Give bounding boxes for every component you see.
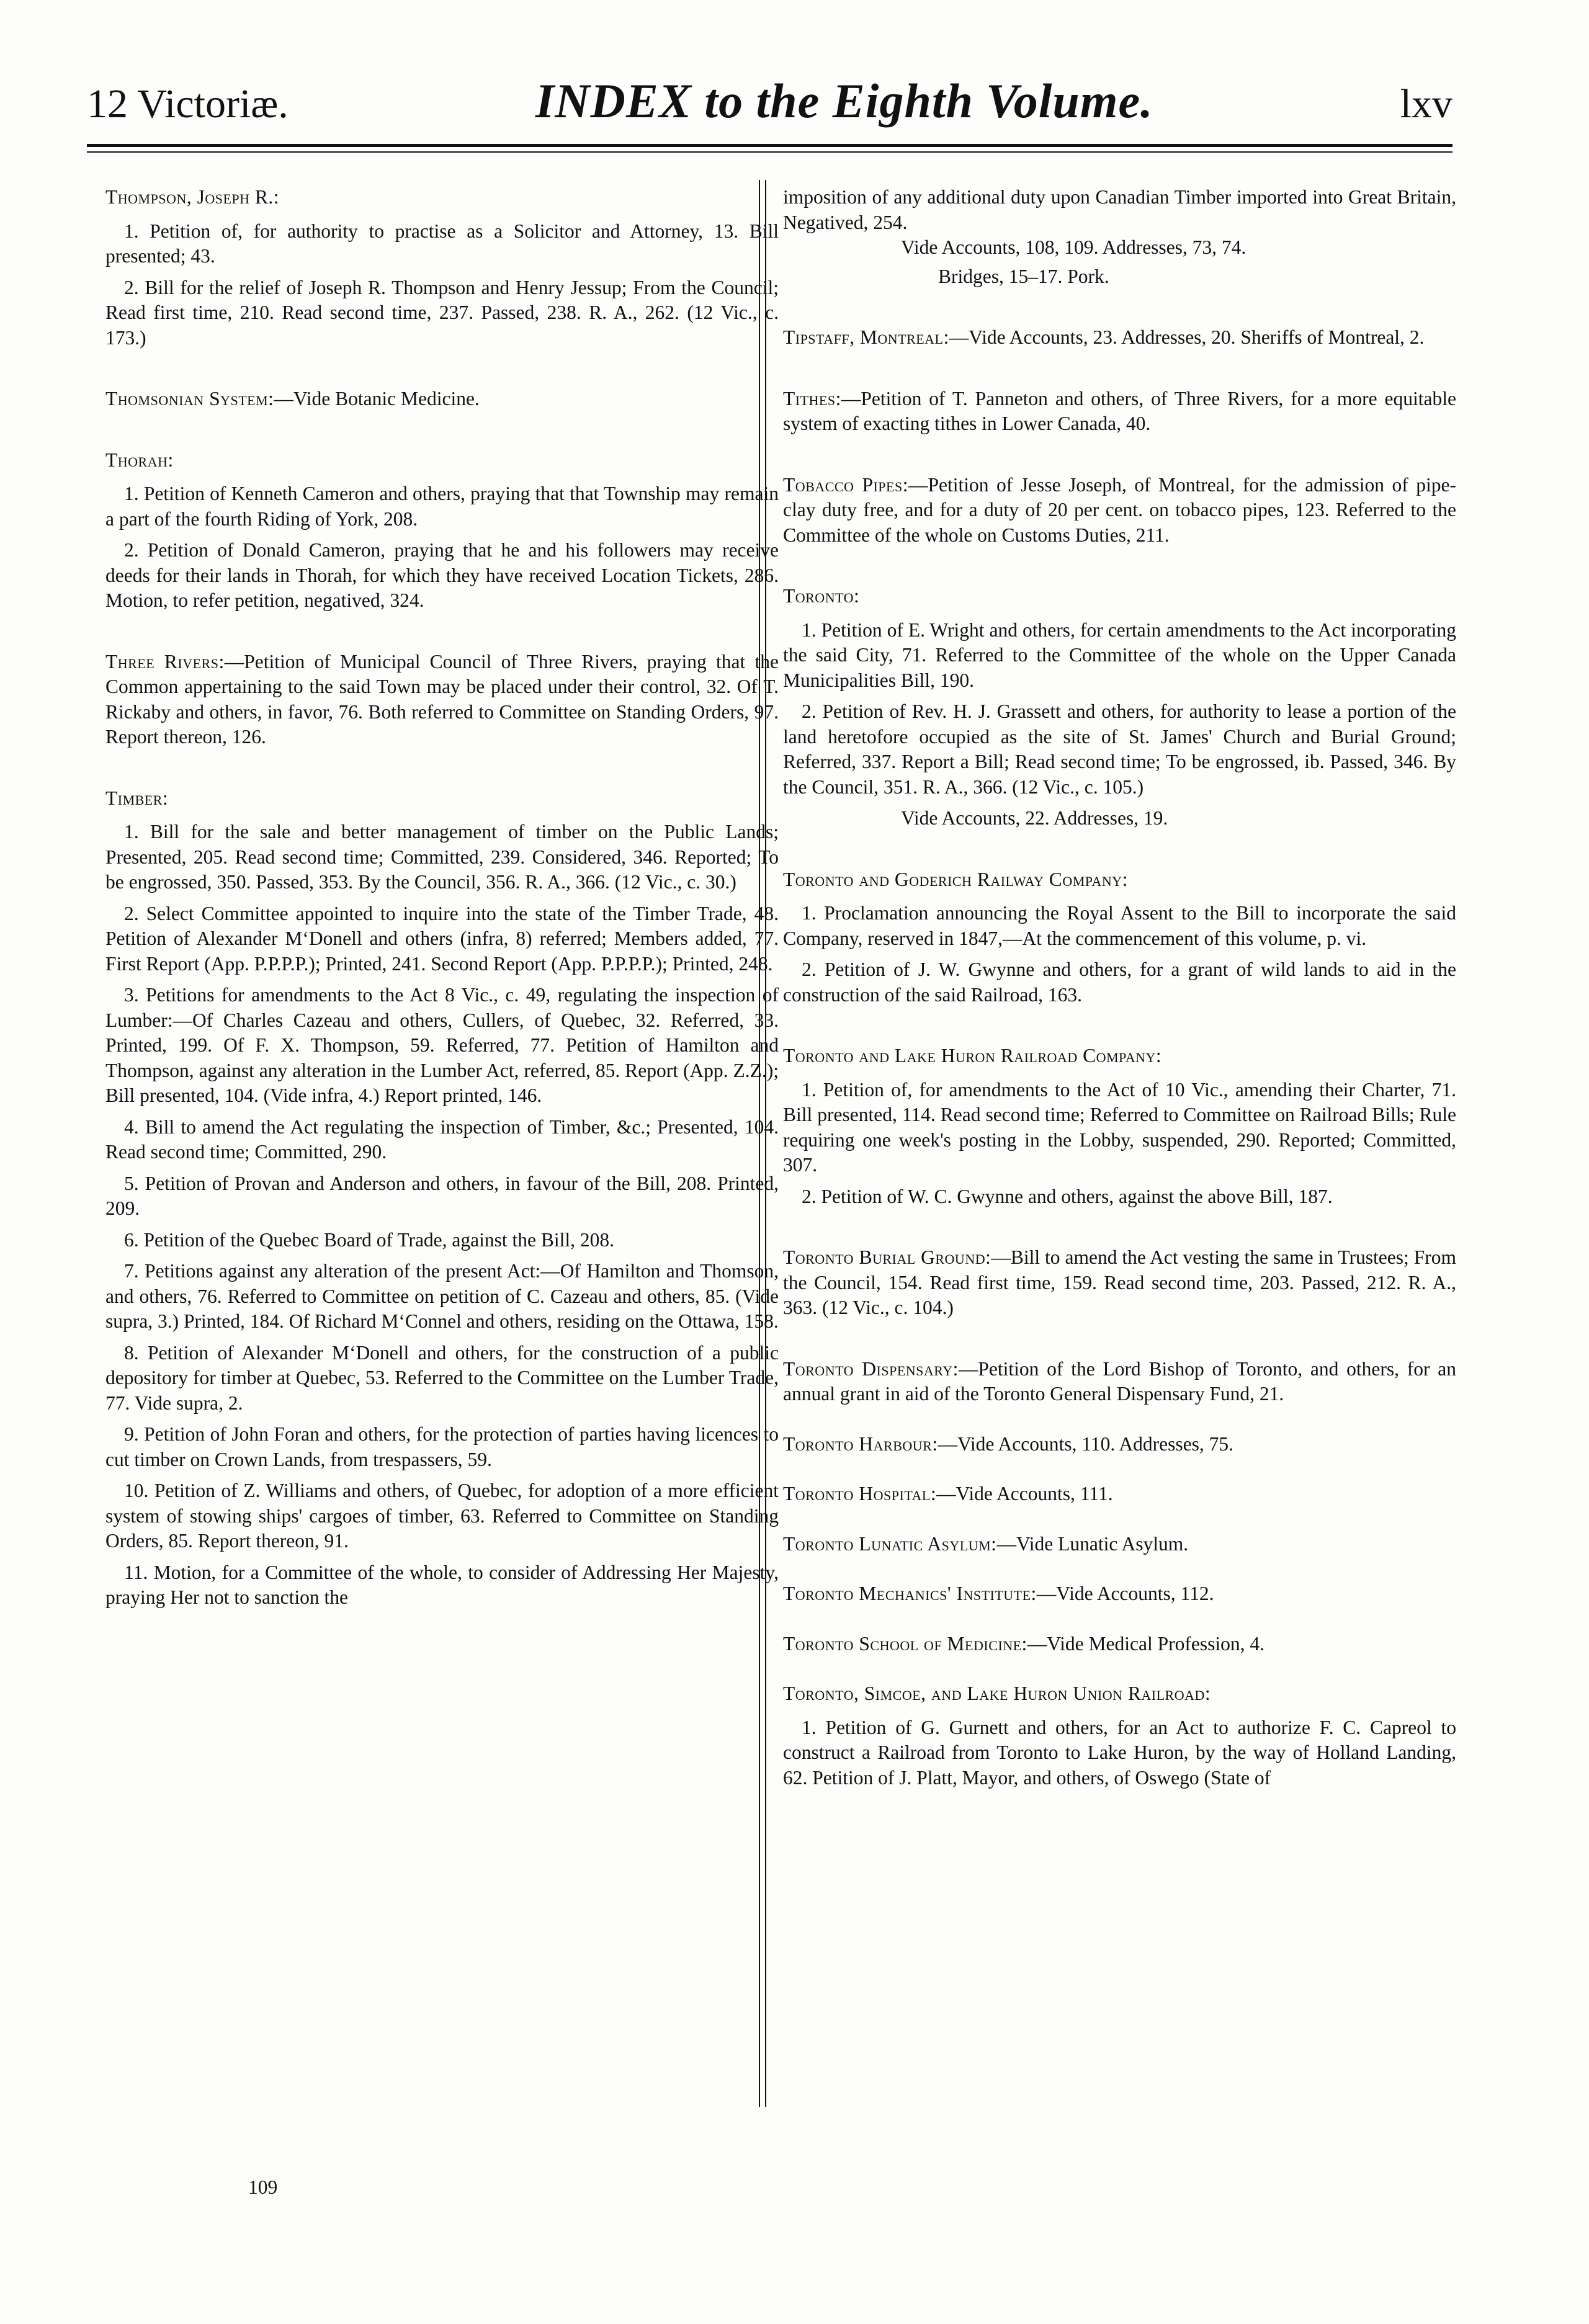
entry-toronto-goderich (783, 867, 1456, 1008)
entry-item: 11. Motion, for a Committee of the whole, to consider of Addressing Her Majesty, praying Her not to sanction the (105, 1561, 779, 1608)
entry-toronto-lunatic-asylum (783, 1532, 1456, 1557)
left-column (105, 185, 779, 1647)
entry-heading: Toronto Hospital: (783, 1483, 937, 1504)
entry-text: —Vide Botanic Medicine. (274, 388, 480, 409)
entry-item: 10. Petition of Z. Williams and others, of Quebec, for adoption of a more efficient system of stowing ships' cargoes of timber, 63. Referred to Committee on Standing Orders, 85. Report thereon, 91. (105, 1480, 779, 1552)
entry-item: 7. Petitions against any alteration of the present Act:—Of Hamilton and Thomson, and others, 76. Referred to Committee on petition of C. Cazeau and others, 85. (Vide supra, 3.) Printed, 184. Of Richard M‘Connel and others, residing on the Ottawa, 158. (105, 1260, 779, 1332)
entry-thorah (105, 448, 779, 614)
entry-heading: Toronto and Lake Huron Railroad Company: (783, 1045, 1162, 1066)
entry-item: 1. Petition of, for authority to practise as a Solicitor and Attorney, 13. Bill presented; 43. (105, 220, 779, 267)
entry-text: —Petition of Municipal Council of Three Rivers, praying that the Common appertaining to the said Town may be placed under their control, 32. Of T. Rickaby and others, in favor, 76. Both referred to Committee on Standing Orders, 97. Report thereon, 126. (105, 650, 779, 748)
header-title: INDEX to the Eighth Volume. (535, 74, 1153, 128)
entry-item: 6. Petition of the Quebec Board of Trade, against the Bill, 208. (124, 1228, 615, 1251)
entry-toronto-mechanics-institute (783, 1581, 1456, 1607)
entry-text: —Vide Lunatic Asylum. (996, 1532, 1189, 1555)
entry-item: 8. Petition of Alexander M‘Donell and others, for the construction of a public depository for timber at Quebec, 53. Referred to the Committee on the Lumber Trade, 77. Vide supra, 2. (105, 1341, 779, 1414)
entry-heading: Toronto Harbour: (783, 1432, 938, 1455)
entry-text: —Bill to amend the Act vesting the same in Trustees; From the Council, 154. Read first time, 159. Read second time, 203. Passed, 212. R. A., 363. (12 Vic., c. 104.) (783, 1246, 1456, 1318)
entry-timber-continued (783, 185, 1456, 289)
entry-heading: Tobacco Pipes: (783, 473, 908, 496)
entry-item: 2. Petition of J. W. Gwynne and others, for a grant of wild lands to aid in the construction of the said Railroad, 163. (783, 959, 1456, 1006)
entry-vide: Vide Accounts, 108, 109. Addresses, 73, 74. (901, 236, 1247, 258)
entry-item: 5. Petition of Provan and Anderson and others, in favour of the Bill, 208. Printed, 209. (105, 1172, 779, 1219)
entry-item: 1. Proclamation announcing the Royal Assent to the Bill to incorporate the said Company, reserved in 1847,—At the commencement of this volume, p. vi. (783, 902, 1456, 949)
header-rule-thick (87, 144, 1452, 147)
entry-item: 2. Petition of W. C. Gwynne and others, against the above Bill, 187. (802, 1185, 1333, 1207)
entry-toronto-burial-ground (783, 1245, 1456, 1321)
entry-toronto-harbour (783, 1432, 1456, 1457)
entry-toronto-simcoe-lake-huron (783, 1681, 1456, 1790)
entry-tithes (783, 387, 1456, 437)
entry-three-rivers (105, 650, 779, 750)
entry-tobacco-pipes (783, 473, 1456, 548)
header-page-number: lxv (1400, 81, 1452, 127)
entry-thompson (105, 185, 779, 351)
entry-text: imposition of any additional duty upon Canadian Timber imported into Great Britain, Negatived, 254. (783, 186, 1456, 233)
entry-toronto-school-of-medicine (783, 1632, 1456, 1657)
entry-heading: Toronto: (783, 585, 860, 607)
entry-heading: Toronto Dispensary: (783, 1357, 959, 1380)
entry-vide: Bridges, 15–17. Pork. (938, 265, 1109, 287)
entry-tipstaff (783, 325, 1456, 351)
entry-heading: Three Rivers: (105, 650, 225, 673)
entry-item: 2. Select Committee appointed to inquire into the state of the Timber Trade, 48. Petition of Alexander M‘Donell and others (infra, 8) referred; Members added, 77. First Report (App. P.P.P.P.); Printed, 241. Second Report (App. P.P.P.P.); Printed, 248. (105, 902, 779, 975)
entry-text: —Vide Accounts, 110. Addresses, 75. (938, 1432, 1233, 1455)
entry-heading: Timber: (105, 787, 169, 809)
entry-vide: Vide Accounts, 22. Addresses, 19. (901, 807, 1168, 829)
entry-heading: Thorah: (105, 449, 174, 471)
entry-text: —Vide Accounts, 23. Addresses, 20. Sheriffs of Montreal, 2. (949, 326, 1425, 348)
entry-heading: Toronto School of Medicine: (783, 1632, 1027, 1655)
entry-heading: Toronto Burial Ground: (783, 1246, 991, 1268)
entry-text: —Petition of Jesse Joseph, of Montreal, for the admission of pipe-clay duty free, and for a duty of 20 per cent. on tobacco pipes, 123. Referred to the Committee of the whole on Customs Duties, 211. (783, 473, 1456, 546)
entry-item: 4. Bill to amend the Act regulating the inspection of Timber, &c.; Presented, 104. Read second time; Committed, 290. (105, 1115, 779, 1163)
entry-text: —Petition of the Lord Bishop of Toronto, and others, for an annual grant in aid of the Toronto General Dispensary Fund, 21. (783, 1357, 1457, 1405)
right-column (783, 185, 1456, 1826)
entry-text: —Petition of T. Panneton and others, of Three Rivers, for a more equitable system of exacting tithes in Lower Canada, 40. (783, 387, 1456, 434)
entry-item: 1. Petition of, for amendments to the Act of 10 Vic., amending their Charter, 71. Bill presented, 114. Read second time; Referred to Committee on Railroad Bills; Rule requiring one week's posting in the Lobby, suspended, 290. Reported; Committed, 307. (783, 1078, 1456, 1176)
entry-heading: Thomsonian System: (105, 388, 274, 409)
entry-item: 2. Petition of Donald Cameron, praying that he and his followers may receive deeds for their lands in Thorah, for which they have received Location Tickets, 286. Motion, to refer petition, negatived, 324. (105, 539, 779, 611)
header-left: 12 Victoriæ. (87, 81, 289, 127)
entry-toronto-dispensary (783, 1357, 1456, 1407)
page-header (87, 73, 1452, 148)
entry-heading: Tithes: (783, 387, 841, 409)
entry-toronto-hospital (783, 1482, 1456, 1507)
entry-item: 2. Bill for the relief of Joseph R. Thompson and Henry Jessup; From the Council; Read first time, 210. Read second time, 237. Passed, 238. R. A., 262. (12 Vic., c. 173.) (105, 276, 779, 349)
entry-heading: Toronto and Goderich Railway Company: (783, 868, 1128, 890)
entry-thomsonian (105, 387, 779, 412)
entry-toronto (783, 584, 1456, 831)
entry-item: 3. Petitions for amendments to the Act 8 Vic., c. 49, regulating the inspection of Lumber:—Of Charles Cazeau and others, Cullers, of Quebec, 32. Referred, 33. Printed, 199. Of F. X. Thompson, 59. Referred, 77. Petition of Hamilton and Thompson, against any alteration in the Lumber Act, referred, 85. Report (App. Z.Z.); Bill presented, 104. (Vide infra, 4.) Report printed, 146. (105, 984, 779, 1106)
entry-item: 1. Petition of G. Gurnett and others, for an Act to authorize F. C. Capreol to construct a Railroad from Toronto to Lake Huron, by the way of Holland Landing, 62. Petition of J. Platt, Mayor, and others, of Oswego (State of (783, 1716, 1456, 1789)
entry-text: —Vide Accounts, 111. (936, 1483, 1113, 1504)
signature-mark: 109 (248, 2176, 278, 2198)
entry-item: 1. Bill for the sale and better management of timber on the Public Lands; Presented, 205. Read second time; Committed, 239. Considered, 346. Reported; To be engrossed, 350. Passed, 353. By the Council, 356. R. A., 366. (12 Vic., c. 30.) (105, 821, 779, 893)
entry-heading: Toronto Lunatic Asylum: (783, 1532, 997, 1555)
entry-text: —Vide Medical Profession, 4. (1027, 1632, 1264, 1655)
entry-heading: Toronto, Simcoe, and Lake Huron Union Railroad: (783, 1683, 1211, 1704)
entry-heading: Toronto Mechanics' Institute: (783, 1583, 1037, 1604)
entry-timber (105, 786, 779, 1611)
entry-item: 9. Petition of John Foran and others, for the protection of parties having licences to cut timber on Crown Lands, from trespassers, 59. (105, 1423, 779, 1470)
entry-item: 1. Petition of E. Wright and others, for certain amendments to the Act incorporating the said City, 71. Referred to the Committee of the whole on the Upper Canada Municipalities Bill, 190. (783, 619, 1456, 691)
entry-heading: Thompson, Joseph R.: (105, 186, 280, 208)
entry-toronto-lake-huron (783, 1044, 1456, 1209)
entry-item: 1. Petition of Kenneth Cameron and others, praying that that Township may remain a part of the fourth Riding of York, 208. (105, 483, 779, 530)
header-rule-thin (87, 151, 1452, 153)
entry-heading: Tipstaff, Montreal: (783, 326, 949, 348)
entry-item: 2. Petition of Rev. H. J. Grassett and others, for authority to lease a portion of the land heretofore occupied as the site of St. James' Church and Burial Ground; Referred, 337. Report a Bill; Read second time; To be engrossed, ib. Passed, 346. By the Council, 351. R. A., 366. (12 Vic., c. 105.) (783, 700, 1456, 798)
entry-text: —Vide Accounts, 112. (1036, 1583, 1214, 1604)
